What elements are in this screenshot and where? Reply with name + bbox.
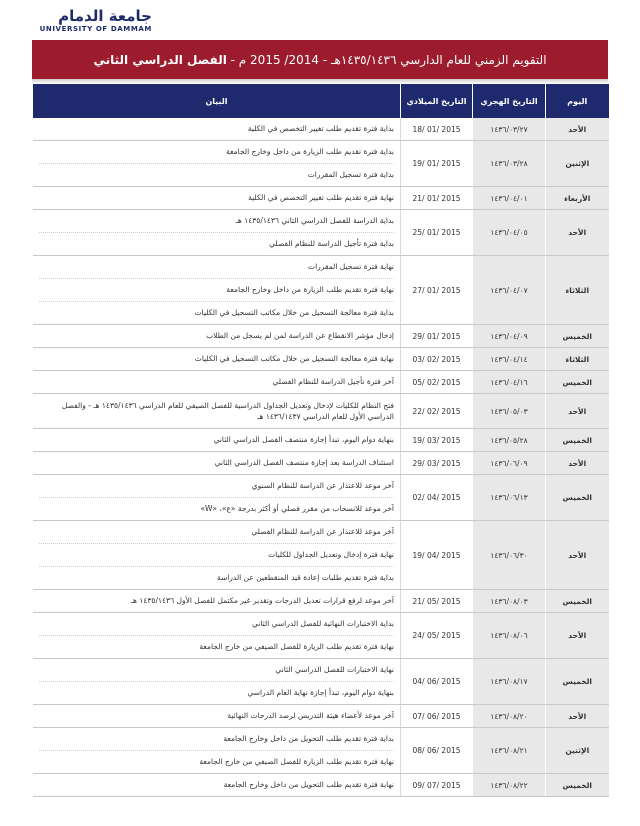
row-gregorian-date: 2015 /01 /21 [401, 187, 473, 210]
row-gregorian-date: 2015 /05 /21 [401, 590, 473, 613]
row-description [33, 210, 401, 256]
title-semester: الفصل الدراسي الثاني [93, 52, 227, 67]
row-description [33, 613, 401, 659]
description-line: نهاية فترة إدخال وتعديل الجداول للكليات [39, 544, 395, 567]
row-gregorian-date: 2015 /01 /19 [401, 141, 473, 187]
header-gregorian-date: التاريخ الميلادي [401, 84, 473, 118]
table-row [33, 659, 609, 705]
description-line: آخر موعد لأعضاء هيئة التدريس لرصد الدرجات النهائية [227, 711, 394, 720]
logo-english: UNIVERSITY OF DAMMAM [39, 25, 152, 33]
table-header-row [33, 84, 609, 118]
university-logo [32, 8, 152, 36]
description-line: نهاية فترة تقديم طلب الزيارة للفصل الصيفي من خارج الجامعة [199, 757, 394, 766]
row-description [33, 256, 401, 325]
description-line: بداية فترة تقديم طلبات إعادة قيد المنقطعين عن الدراسة [216, 573, 394, 582]
logo-arabic: جامعة الدمام [58, 7, 152, 25]
row-gregorian-date: 2015 /01 /27 [401, 256, 473, 325]
row-gregorian-date: 2015 /03 /29 [401, 452, 473, 475]
row-day: الأحد [546, 705, 609, 728]
description-line: استئناف الدراسة بعد إجازة منتصف الفصل الدراسي الثاني [214, 458, 394, 467]
row-hijri-date: ١٤٣٦/٠٥/٠٣ [473, 394, 546, 429]
description-line: نهاية فترة تسجيل المقررات [39, 256, 395, 279]
row-hijri-date: ١٤٣٦/٠٤/٠٥ [473, 210, 546, 256]
description-line: بداية فترة تسجيل المقررات [307, 170, 394, 179]
table-row [33, 590, 609, 613]
row-hijri-date: ١٤٣٦/٠٦/٣٠ [473, 521, 546, 590]
description-line: آخر موعد للانسحاب من مقرر فصلي أو أكثر بدرجة «ع»، «W» [200, 504, 394, 513]
row-day: الثلاثاء [546, 348, 609, 371]
description-line: بنهاية دوام اليوم، تبدأ إجازة منتصف الفصل الدراسي الثاني [213, 435, 394, 444]
description-line: بداية فترة معالجة التسجيل من خلال مكاتب التسجيل في الكليات [194, 308, 394, 317]
description-line: نهاية فترة تقديم طلب الزيارة للفصل الصيفي من خارج الجامعة [199, 642, 394, 651]
row-gregorian-date: 2015 /01 /29 [401, 325, 473, 348]
row-description [33, 705, 401, 728]
row-gregorian-date: 2015 /07 /09 [401, 774, 473, 797]
row-description [33, 452, 401, 475]
row-day: الأحد [546, 521, 609, 590]
row-hijri-date: ١٤٣٦/٠٣/٢٧ [473, 118, 546, 141]
row-hijri-date: ١٤٣٦/٠٦/١٣ [473, 475, 546, 521]
table-row [33, 728, 609, 774]
row-day: الأحد [546, 118, 609, 141]
calendar-body [33, 118, 609, 797]
row-day: الأحد [546, 452, 609, 475]
row-description [33, 728, 401, 774]
row-hijri-date: ١٤٣٦/٠٦/٠٩ [473, 452, 546, 475]
table-row [33, 521, 609, 590]
table-row [33, 394, 609, 429]
row-description [33, 187, 401, 210]
description-line: بداية الاختبارات النهائية للفصل الدراسي الثاني [39, 613, 395, 636]
row-description [33, 141, 401, 187]
row-hijri-date: ١٤٣٦/٠٨/٠٦ [473, 613, 546, 659]
row-description [33, 429, 401, 452]
row-description [33, 659, 401, 705]
row-day: الخميس [546, 590, 609, 613]
table-row [33, 429, 609, 452]
row-description [33, 475, 401, 521]
row-gregorian-date: 2015 /04 /19 [401, 521, 473, 590]
row-hijri-date: ١٤٣٦/٠٨/٢٢ [473, 774, 546, 797]
header-hijri-date: التاريخ الهجري [473, 84, 546, 118]
row-description [33, 118, 401, 141]
table-row [33, 774, 609, 797]
row-gregorian-date: 2015 /02 /03 [401, 348, 473, 371]
row-day: الإثنين [546, 728, 609, 774]
row-description [33, 774, 401, 797]
row-description [33, 325, 401, 348]
description-line: بداية الدراسة للفصل الدراسي الثاني ١٤٣٥/١٤٣٦ هـ [39, 210, 395, 233]
row-hijri-date: ١٤٣٦/٠٤/٠٧ [473, 256, 546, 325]
row-gregorian-date: 2015 /01 /25 [401, 210, 473, 256]
row-day: الخميس [546, 325, 609, 348]
table-row [33, 256, 609, 325]
description-line: نهاية الاختبارات للفصل الدراسي الثاني [39, 659, 395, 682]
description-line: بداية فترة تقديم طلب التحويل من داخل وخارج الجامعة [39, 728, 395, 751]
description-line: بداية فترة تقديم طلب الزيارة من داخل وخارج الجامعة [39, 141, 395, 164]
description-line: آخر موعد لرفع قرارات تعديل الدرجات وتقدير غير مكتمل للفصل الأول ١٤٣٥/١٤٣٦ هـ [130, 596, 394, 605]
row-description [33, 590, 401, 613]
table-row [33, 452, 609, 475]
page-title [32, 40, 608, 79]
row-hijri-date: ١٤٣٦/٠٨/٠٣ [473, 590, 546, 613]
row-day: الأحد [546, 210, 609, 256]
description-line: بداية فترة تقديم طلب تغيير التخصص في الكلية [247, 124, 394, 133]
row-hijri-date: ١٤٣٦/٠٤/١٤ [473, 348, 546, 371]
row-hijri-date: ١٤٣٦/٠٥/٢٨ [473, 429, 546, 452]
table-row [33, 705, 609, 728]
description-line: نهاية فترة تقديم طلب تغيير التخصص في الكلية [248, 193, 394, 202]
table-row [33, 141, 609, 187]
description-line: نهاية فترة تقديم طلب التحويل من داخل وخارج الجامعة [223, 780, 394, 789]
description-line: آخر موعد للاعتذار عن الدراسة للنظام الفصلي [39, 521, 395, 544]
row-hijri-date: ١٤٣٦/٠٤/٠١ [473, 187, 546, 210]
row-gregorian-date: 2015 /01 /18 [401, 118, 473, 141]
description-line: بداية فترة تأجيل الدراسة للنظام الفصلي [269, 239, 394, 248]
header-description: البيان [33, 84, 401, 118]
row-description [33, 348, 401, 371]
row-description [33, 371, 401, 394]
description-line: بنهاية دوام اليوم، تبدأ إجازة نهاية العام الدراسي [247, 688, 394, 697]
row-hijri-date: ١٤٣٦/٠٤/١٦ [473, 371, 546, 394]
description-line: آخر فترة تأجيل الدراسة للنظام الفصلي [272, 377, 394, 386]
table-row [33, 475, 609, 521]
table-row [33, 210, 609, 256]
row-day: الأحد [546, 613, 609, 659]
row-hijri-date: ١٤٣٦/٠٣/٢٨ [473, 141, 546, 187]
description-line: إدخال مؤشر الانقطاع عن الدراسة لمن لم يسجل من الطلاب [206, 331, 394, 340]
row-description [33, 394, 401, 429]
row-day: الأحد [546, 394, 609, 429]
row-hijri-date: ١٤٣٦/٠٨/٢٠ [473, 705, 546, 728]
description-line: نهاية فترة تقديم طلب الزيارة من داخل وخارج الجامعة [39, 279, 395, 302]
description-line: نهاية فترة معالجة التسجيل من خلال مكاتب التسجيل في الكليات [194, 354, 394, 363]
calendar-table [32, 84, 609, 797]
row-day: الخميس [546, 774, 609, 797]
row-day: الخميس [546, 659, 609, 705]
row-hijri-date: ١٤٣٦/٠٨/١٧ [473, 659, 546, 705]
table-row [33, 348, 609, 371]
header-day: اليوم [546, 84, 609, 118]
row-day: الإثنين [546, 141, 609, 187]
row-hijri-date: ١٤٣٦/٠٨/٢١ [473, 728, 546, 774]
table-row [33, 613, 609, 659]
row-day: الثلاثاء [546, 256, 609, 325]
row-hijri-date: ١٤٣٦/٠٤/٠٩ [473, 325, 546, 348]
row-day: الخميس [546, 429, 609, 452]
row-gregorian-date: 2015 /03 /19 [401, 429, 473, 452]
title-main: التقويم الزمني للعام الدارسي ١٤٣٥/١٤٣٦هـ - 2014/ 2015 م - [230, 52, 547, 67]
table-row [33, 187, 609, 210]
row-gregorian-date: 2015 /04 /02 [401, 475, 473, 521]
row-day: الخميس [546, 371, 609, 394]
row-day: الأربعاء [546, 187, 609, 210]
row-gregorian-date: 2015 /02 /05 [401, 371, 473, 394]
row-gregorian-date: 2015 /06 /08 [401, 728, 473, 774]
row-day: الخميس [546, 475, 609, 521]
table-row [33, 325, 609, 348]
row-gregorian-date: 2015 /06 /04 [401, 659, 473, 705]
description-line: فتح النظام للكليات لإدخال وتعديل الجداول الدراسية للفصل الصيفي للعام الدراسي ١٤٣٥/١٤٣٦ هـ - والفصل الدراسي الأول للعام الدراسي ١٤٣٦/١٤٣٧ هـ [61, 401, 394, 421]
table-row [33, 118, 609, 141]
row-gregorian-date: 2015 /02 /22 [401, 394, 473, 429]
row-gregorian-date: 2015 /05 /24 [401, 613, 473, 659]
description-line: آخر موعد للاعتذار عن الدراسة للنظام السنوي [39, 475, 395, 498]
row-description [33, 521, 401, 590]
table-row [33, 371, 609, 394]
row-gregorian-date: 2015 /06 /07 [401, 705, 473, 728]
